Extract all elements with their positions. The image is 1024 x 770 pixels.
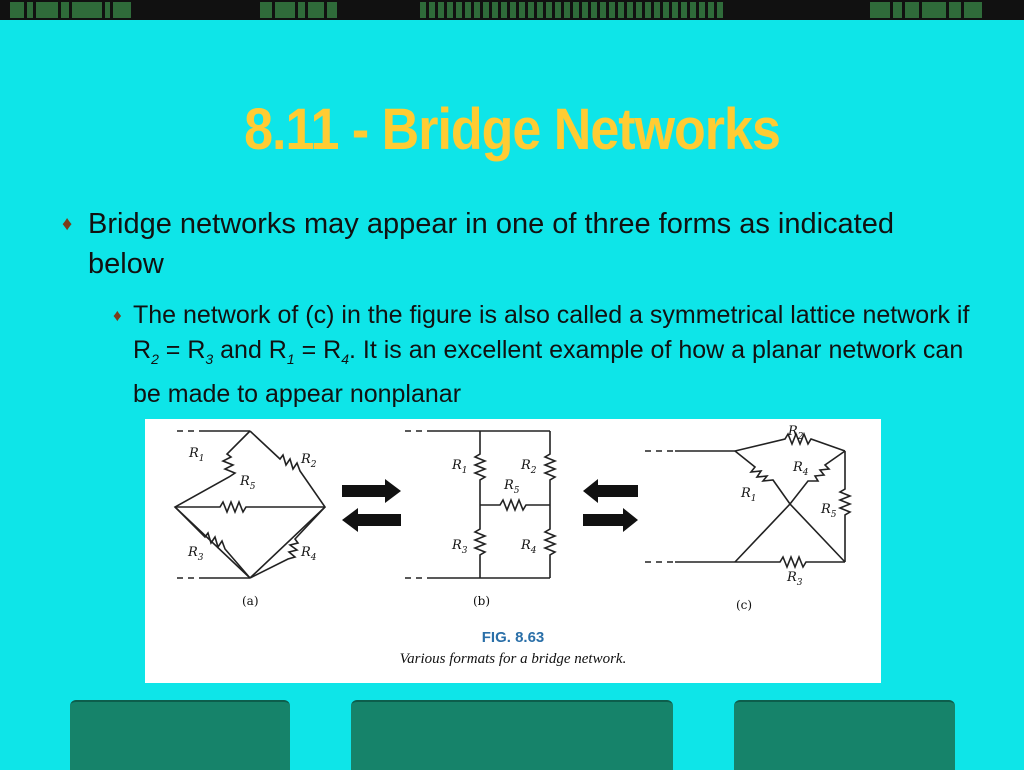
arrows-b-c	[583, 479, 638, 532]
figure-caption: Various formats for a bridge network.	[399, 651, 627, 667]
svg-text:R5: $R_5$	[240, 474, 256, 492]
bridge-network-figure	[145, 419, 881, 683]
bullet-level-1	[62, 204, 962, 284]
label-b: (b)	[473, 594, 491, 608]
svg-text:R5: $R_5$	[504, 478, 520, 496]
nav-button-center[interactable]	[351, 700, 673, 770]
bullet-2-text: The network of (c) in the figure is also called a symmetrical lattice network if $R_2 = R_3$ and $R_1 = R_4$. It is an excellent example of how a planar network can be made to appear nonplanar	[133, 301, 970, 408]
nav-button-left[interactable]	[70, 700, 290, 770]
svg-text:R4: $R_4$	[301, 545, 317, 563]
diamond-bullet-icon: ♦	[113, 306, 122, 325]
svg-text:R1: $R_1$	[189, 446, 205, 464]
svg-text:R1: $R_1$	[741, 486, 757, 504]
figure-title: FIG. 8.63	[481, 629, 545, 646]
svg-text:R4: $R_4$	[793, 460, 809, 478]
svg-text:R4: $R_4$	[521, 538, 537, 556]
label-a: (a)	[242, 594, 259, 608]
svg-text:R1: $R_1$	[452, 458, 468, 476]
svg-text:R5: $R_5$	[821, 502, 837, 520]
arrows-a-b	[342, 479, 401, 532]
svg-text:R2: $R_2$	[521, 458, 537, 476]
svg-text:R2: $R_2$	[301, 452, 317, 470]
bullet-level-2	[113, 298, 973, 412]
svg-text:R2: $R_2$	[788, 424, 804, 442]
slide-title: 8.11 - Bridge Networks	[244, 97, 780, 163]
svg-text:R3: $R_3$	[787, 570, 803, 588]
nav-button-right[interactable]	[734, 700, 955, 770]
svg-text:R3: $R_3$	[452, 538, 468, 556]
bullet-1-text: Bridge networks may appear in one of three forms as indicated below	[88, 208, 894, 280]
diamond-bullet-icon: ♦	[62, 213, 73, 235]
top-decorative-band	[0, 0, 1024, 20]
label-c: (c)	[736, 598, 753, 612]
svg-text:R3: $R_3$	[188, 545, 204, 563]
